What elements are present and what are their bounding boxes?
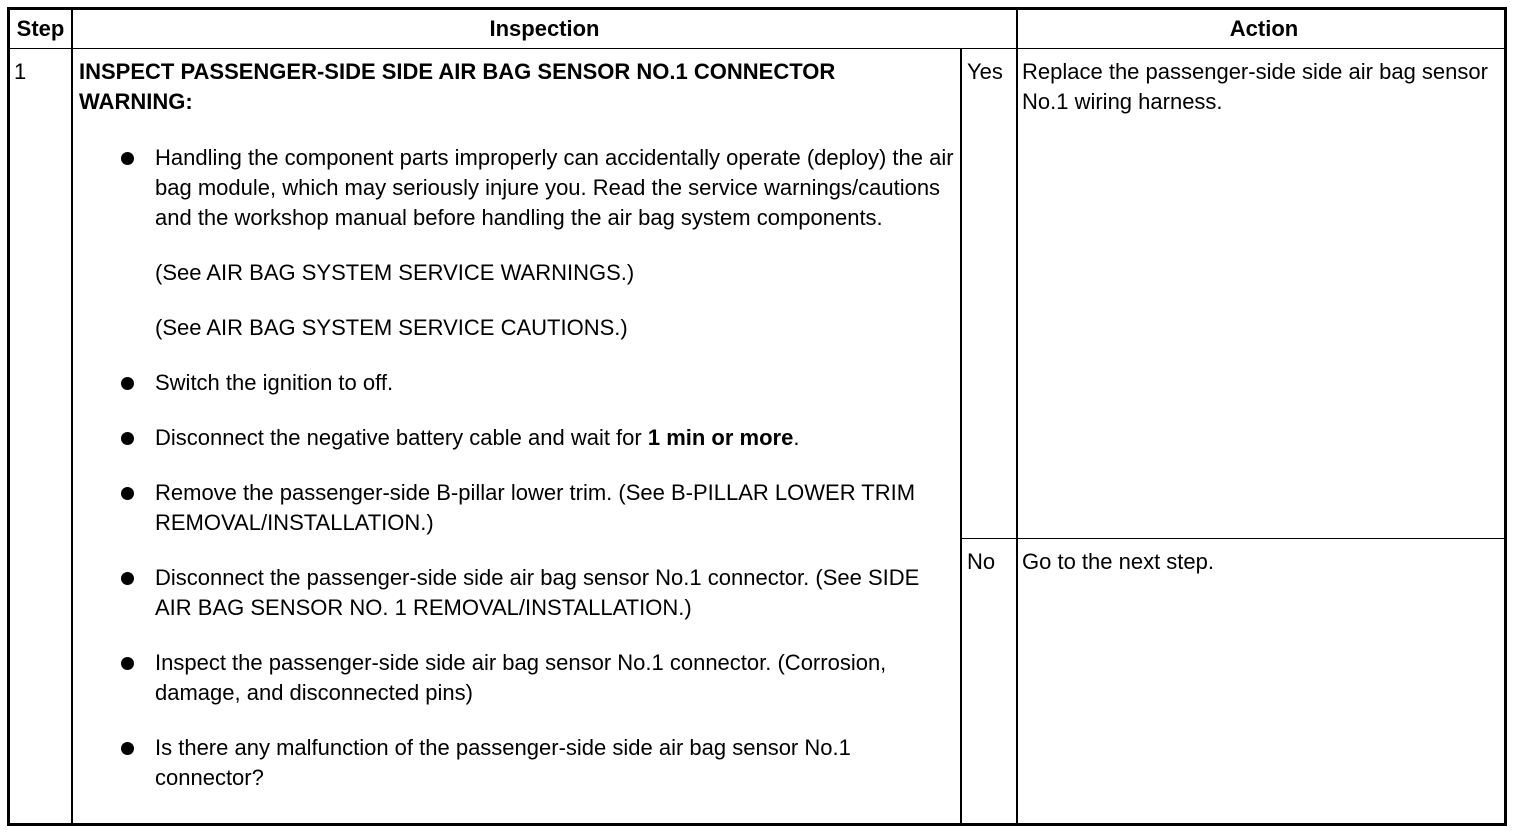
inspection-steps-list — [121, 143, 956, 818]
step-text: Switch the ignition to off. — [155, 370, 394, 395]
action-no: Go to the next step. — [1022, 549, 1215, 574]
step-text: Handling the component parts improperly can accidentally operate (deploy) the air bag module, which may seriously injure you. Read the service warnings/cautions and the workshop manual before handling the air bag system components. — [155, 145, 954, 230]
step-text: Is there any malfunction of the passenger-side side air bag sensor No.1 connector? — [155, 735, 851, 790]
answer-no: No — [967, 549, 996, 574]
answer-column-divider — [960, 49, 962, 826]
list-item — [121, 563, 956, 623]
inspection-table — [7, 7, 1507, 826]
reference-warnings: (See AIR BAG SYSTEM SERVICE WARNINGS.) — [155, 260, 635, 285]
bullet-icon — [121, 377, 134, 390]
wait-time: 1 min or more — [647, 425, 794, 450]
inspection-title: INSPECT PASSENGER-SIDE SIDE AIR BAG SENSOR NO.1 CONNECTOR — [79, 59, 836, 84]
yes-no-divider — [961, 538, 1507, 539]
action-yes: Replace the passenger-side side air bag sensor No.1 wiring harness. — [1022, 59, 1488, 114]
list-item — [121, 423, 956, 453]
header-step: Step — [16, 16, 65, 41]
header-divider — [10, 48, 1507, 49]
step-text-end: . — [793, 425, 800, 450]
answer-yes: Yes — [967, 59, 1003, 84]
list-item — [121, 368, 956, 398]
step-column-divider — [71, 10, 73, 823]
warning-label: WARNING: — [79, 89, 193, 114]
list-item — [121, 648, 956, 708]
reference-cautions: (See AIR BAG SYSTEM SERVICE CAUTIONS.) — [155, 315, 628, 340]
step-text: Remove the passenger-side B-pillar lower trim. (See B-PILLAR LOWER TRIM REMOVAL/INSTALLATION.) — [155, 480, 916, 535]
list-item — [121, 143, 956, 343]
bullet-icon — [121, 432, 134, 445]
header-action: Action — [1229, 16, 1299, 41]
step-text: Disconnect the passenger-side side air bag sensor No.1 connector. (See SIDE AIR BAG SENSOR NO. 1 REMOVAL/INSTALLATION.) — [155, 565, 920, 620]
bullet-icon — [121, 742, 134, 755]
header-inspection: Inspection — [489, 16, 600, 41]
bullet-icon — [121, 152, 134, 165]
list-item — [121, 478, 956, 538]
action-column-divider — [1016, 10, 1018, 823]
list-item — [121, 733, 956, 793]
bullet-icon — [121, 657, 134, 670]
bullet-icon — [121, 572, 134, 585]
step-number: 1 — [14, 59, 27, 84]
step-text: Disconnect the negative battery cable and wait for — [155, 425, 648, 450]
bullet-icon — [121, 487, 134, 500]
step-text: Inspect the passenger-side side air bag sensor No.1 connector. (Corrosion, damage, and disconnected pins) — [155, 650, 887, 705]
